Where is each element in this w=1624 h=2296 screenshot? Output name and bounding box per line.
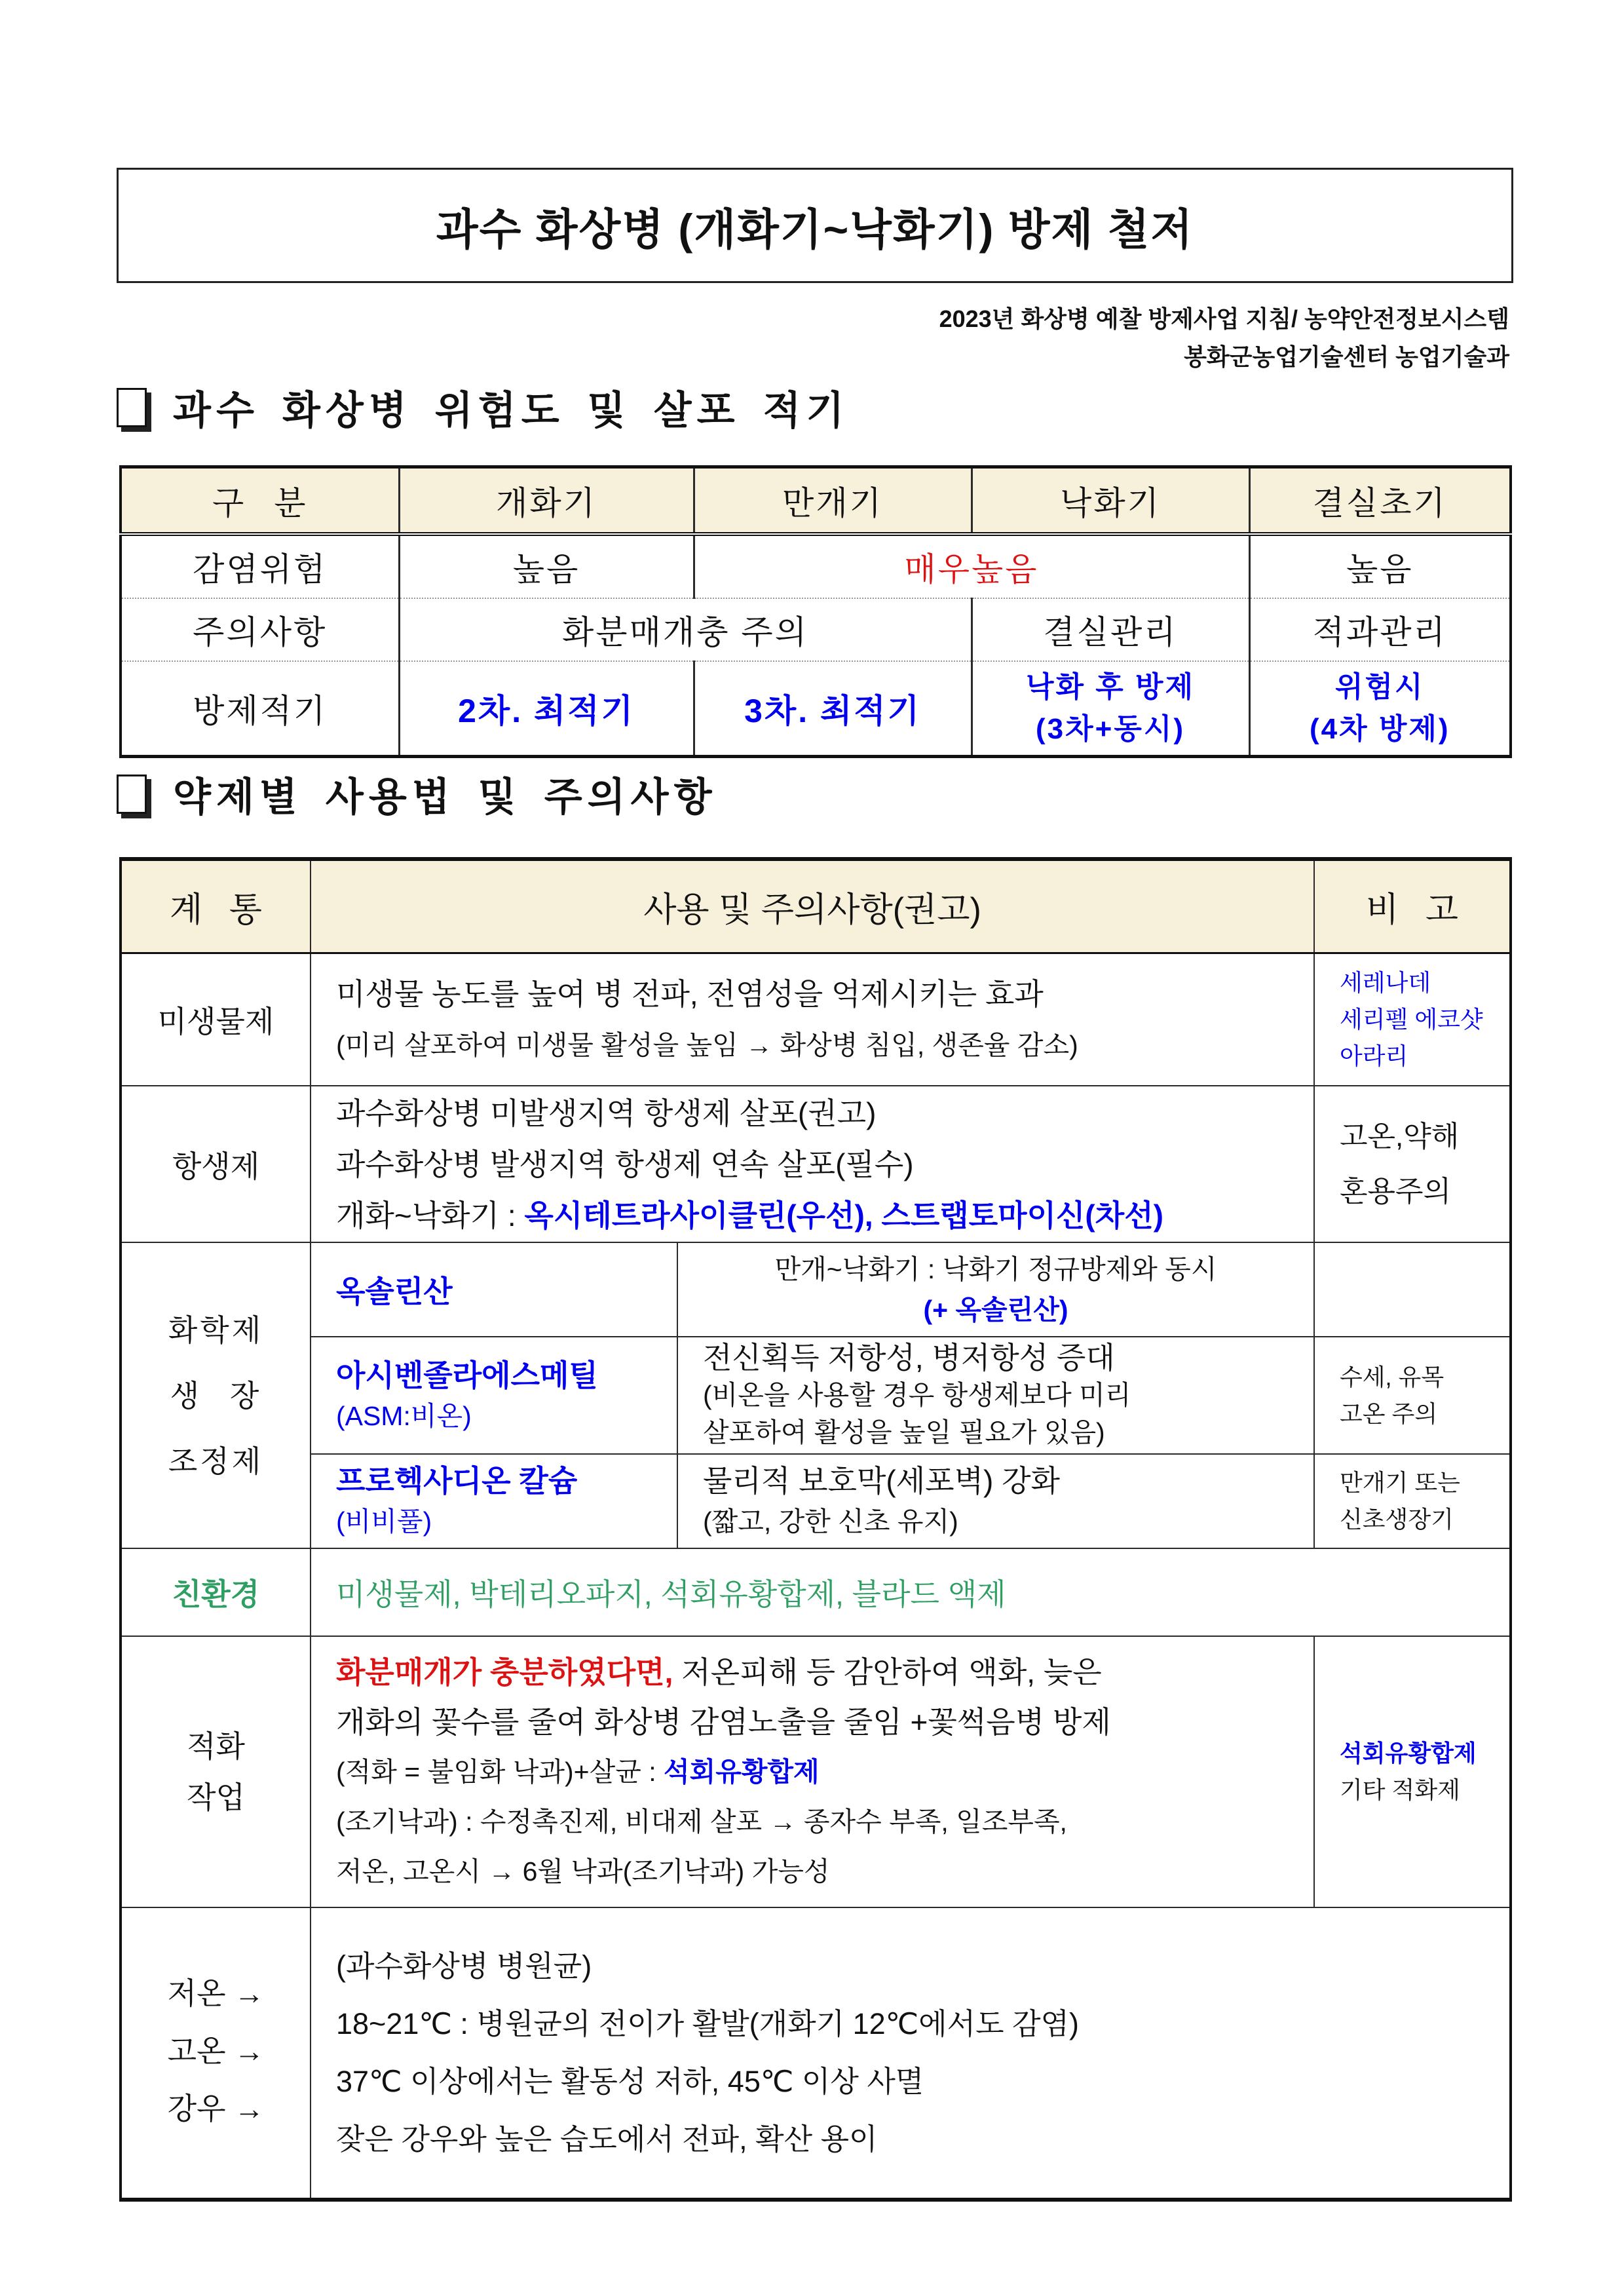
- prohexadione-desc: [677, 1454, 1314, 1548]
- prohexadione-name-sub: (비비풀): [336, 1506, 432, 1537]
- eco-row: [121, 1548, 1511, 1636]
- pathogen-label-line1: 저온 →: [167, 1976, 265, 2010]
- chemical-group-line2: 생 장: [170, 1378, 262, 1413]
- prohexadione-row: [121, 1454, 1511, 1548]
- timing-row: [121, 661, 1511, 757]
- thinning-label: [121, 1636, 311, 1907]
- oxolinic-note-empty: [1314, 1242, 1511, 1337]
- infection-risk-row: [121, 534, 1511, 598]
- pathogen-label-line3: 강우 →: [167, 2092, 265, 2126]
- oxolinic-desc: [677, 1242, 1314, 1337]
- prohexadione-desc-line1: 물리적 보호막(세포벽) 강화: [703, 1464, 1060, 1498]
- oxolinic-row: [121, 1242, 1511, 1337]
- risk-header-earlyfruit: 결실초기: [1249, 467, 1511, 535]
- source-line-1: 2023년 화상병 예찰 방제사업 지침/ 농약안전정보시스템: [939, 305, 1509, 332]
- antibiotic-row: [121, 1086, 1511, 1242]
- thinning-note-line2: 기타 적화제: [1340, 1776, 1460, 1803]
- oxolinic-desc-line2: (+ 옥솔린산): [923, 1295, 1068, 1325]
- caution-row: [121, 598, 1511, 661]
- document-title: 과수 화상병 (개화기~낙화기) 방제 철저: [436, 204, 1194, 254]
- chemical-group-line3: 조정제: [168, 1444, 264, 1478]
- antibiotic-line3-prefix: 개화~낙화기 :: [336, 1198, 525, 1233]
- pathogen-line3: 37℃ 이상에서는 활동성 저하, 45℃ 이상 사멸: [336, 2065, 924, 2098]
- thinning-label-line1: 적화: [187, 1729, 245, 1763]
- timing-label: 방제적기: [121, 661, 399, 757]
- chemical-group-label: [121, 1242, 311, 1548]
- asm-note: [1314, 1337, 1511, 1454]
- thinning-row: [121, 1636, 1511, 1907]
- thinning-line3-prefix: (적화 = 불임화 낙과)+살균 :: [336, 1757, 664, 1787]
- usage-header-note: 비 고: [1314, 859, 1511, 953]
- thinning-note: [1314, 1636, 1511, 1907]
- antibiotic-content: [311, 1086, 1314, 1242]
- oxolinic-name: 옥솔린산: [311, 1242, 677, 1337]
- microbial-note-line1: 세레나데: [1340, 969, 1431, 996]
- chemical-group-line1: 화학제: [168, 1312, 264, 1347]
- asm-desc-line2: (비온을 사용할 경우 항생제보다 미리: [703, 1380, 1131, 1410]
- section1-heading-text: 과수 화상병 위험도 및 살포 적기: [173, 389, 850, 432]
- microbial-note-line2: 세리펠 에코샷: [1340, 1006, 1483, 1033]
- pathogen-line1: (과수화상병 병원균): [336, 1949, 592, 1983]
- asm-name: 아시벤졸라에스메틸: [336, 1358, 598, 1392]
- prohexadione-name-cell: [311, 1454, 677, 1548]
- caution-bloom-full: 화분매개충 주의: [399, 598, 972, 661]
- antibiotic-line2: 과수화상병 발생지역 항생제 연속 살포(필수): [336, 1147, 914, 1181]
- antibiotic-line3: [336, 1190, 1307, 1241]
- asm-name-cell: [311, 1337, 677, 1454]
- usage-header-class: 계 통: [121, 859, 311, 953]
- timing-earlyfruit-line2: (4차 방제): [1309, 713, 1450, 745]
- eco-content: 미생물제, 박테리오파지, 석회유황합제, 블라드 액제: [311, 1548, 1511, 1636]
- section2-heading-text: 약제별 사용법 및 주의사항: [173, 776, 717, 819]
- antibiotic-note-line2: 혼용주의: [1340, 1175, 1452, 1208]
- pathogen-line2: 18~21℃ : 병원균의 전이가 활발(개화기 12℃에서도 감염): [336, 2007, 1079, 2040]
- microbial-note-line3: 아라리: [1340, 1043, 1408, 1069]
- risk-header-petalfall: 낙화기: [972, 467, 1249, 535]
- prohexadione-note: [1314, 1454, 1511, 1548]
- square-bullet-icon: [117, 388, 147, 427]
- risk-table-header-row: [121, 467, 1511, 535]
- asm-note-line2: 고온 주의: [1340, 1400, 1438, 1427]
- caution-label: 주의사항: [121, 598, 399, 661]
- pathogen-content: [311, 1907, 1511, 2200]
- thinning-note-line1: 석회유황합제: [1340, 1740, 1477, 1767]
- asm-name-sub: (ASM:비온): [336, 1400, 472, 1431]
- microbial-row: [121, 953, 1511, 1086]
- caution-earlyfruit: 적과관리: [1249, 598, 1511, 661]
- risk-header-bloom: 개화기: [399, 467, 694, 535]
- pathogen-row: [121, 1907, 1511, 2200]
- antibiotic-label: 항생제: [121, 1086, 311, 1242]
- microbial-line1: 미생물 농도를 높여 병 전파, 전염성을 억제시키는 효과: [336, 977, 1044, 1011]
- prohexadione-name: 프로헥사디온 칼슘: [336, 1464, 578, 1498]
- antibiotic-line1: 과수화상병 미발생지역 항생제 살포(권고): [336, 1096, 877, 1130]
- thinning-line1-red: 화분매개가 충분하였다면,: [336, 1655, 673, 1689]
- usage-caution-table: [119, 857, 1512, 2202]
- timing-bloom: 2차. 최적기: [399, 661, 694, 757]
- asm-note-line1: 수세, 유목: [1340, 1363, 1445, 1390]
- asm-desc-line3: 살포하여 활성을 높일 필요가 있음): [703, 1417, 1105, 1447]
- asm-desc-line1: 전신획득 저항성, 병저항성 증대: [703, 1341, 1115, 1375]
- infection-risk-earlyfruit: 높음: [1249, 534, 1511, 598]
- infection-risk-label: 감염위험: [121, 534, 399, 598]
- asm-desc: [677, 1337, 1314, 1454]
- timing-petalfall-line1: 낙화 후 방제: [1026, 671, 1195, 703]
- pathogen-label-line2: 고온 →: [167, 2034, 265, 2068]
- source-block: [117, 300, 1509, 376]
- section2-heading: [117, 768, 717, 820]
- timing-fullbloom: 3차. 최적기: [694, 661, 972, 757]
- risk-header-fullbloom: 만개기: [694, 467, 972, 535]
- prohexadione-note-line1: 만개기 또는: [1340, 1469, 1460, 1496]
- usage-table-header-row: [121, 859, 1511, 953]
- risk-timing-table: [119, 465, 1512, 758]
- infection-risk-full-late: 매우높음: [694, 534, 1249, 598]
- thinning-line3-blue: 석회유황합제: [664, 1757, 820, 1787]
- section1-heading: [117, 381, 849, 434]
- thinning-line3: [336, 1747, 1307, 1797]
- oxolinic-desc-line1: 만개~낙화기 : 낙화기 정규방제와 동시: [774, 1254, 1217, 1284]
- thinning-line4: (조기낙과) : 수정촉진제, 비대제 살포 → 종자수 부족, 일조부족,: [336, 1807, 1067, 1837]
- thinning-label-line2: 작업: [187, 1780, 245, 1814]
- antibiotic-note: [1314, 1086, 1511, 1242]
- risk-header-category: 구 분: [121, 467, 399, 535]
- infection-risk-bloom: 높음: [399, 534, 694, 598]
- prohexadione-desc-line2: (짧고, 강한 신초 유지): [703, 1506, 958, 1537]
- thinning-line1: [336, 1647, 1307, 1697]
- prohexadione-note-line2: 신초생장기: [1340, 1506, 1454, 1533]
- microbial-content: [311, 953, 1314, 1086]
- pathogen-label: [121, 1907, 311, 2200]
- microbial-note: [1314, 953, 1511, 1086]
- eco-label: 친환경: [121, 1548, 311, 1636]
- antibiotic-note-line1: 고온,약해: [1340, 1120, 1460, 1153]
- asm-row: [121, 1337, 1511, 1454]
- caution-petalfall: 결실관리: [972, 598, 1249, 661]
- thinning-line5: 저온, 고온시 → 6월 낙과(조기낙과) 가능성: [336, 1856, 830, 1886]
- timing-petalfall: [972, 661, 1249, 757]
- timing-earlyfruit-line1: 위험시: [1334, 671, 1425, 703]
- source-line-2: 봉화군농업기술센터 농업기술과: [1184, 343, 1509, 370]
- thinning-content: [311, 1636, 1314, 1907]
- square-bullet-icon: [117, 775, 147, 814]
- title-box: [117, 168, 1513, 283]
- timing-petalfall-line2: (3차+동시): [1036, 713, 1185, 745]
- microbial-label: 미생물제: [121, 953, 311, 1086]
- pathogen-line4: 잦은 강우와 높은 습도에서 전파, 확산 용이: [336, 2122, 878, 2156]
- microbial-line2: (미리 살포하여 미생물 활성을 높임 → 화상병 침입, 생존율 감소): [336, 1030, 1078, 1060]
- usage-header-usage: 사용 및 주의사항(권고): [311, 859, 1314, 953]
- antibiotic-line3-drugs: 옥시테트라사이클린(우선), 스트랩토마이신(차선): [524, 1198, 1163, 1233]
- thinning-line1-rest: 저온피해 등 감안하여 액화, 늦은: [673, 1655, 1102, 1689]
- thinning-line2: 개화의 꽃수를 줄여 화상병 감염노출을 줄임 +꽃썩음병 방제: [336, 1705, 1111, 1739]
- timing-earlyfruit: [1249, 661, 1511, 757]
